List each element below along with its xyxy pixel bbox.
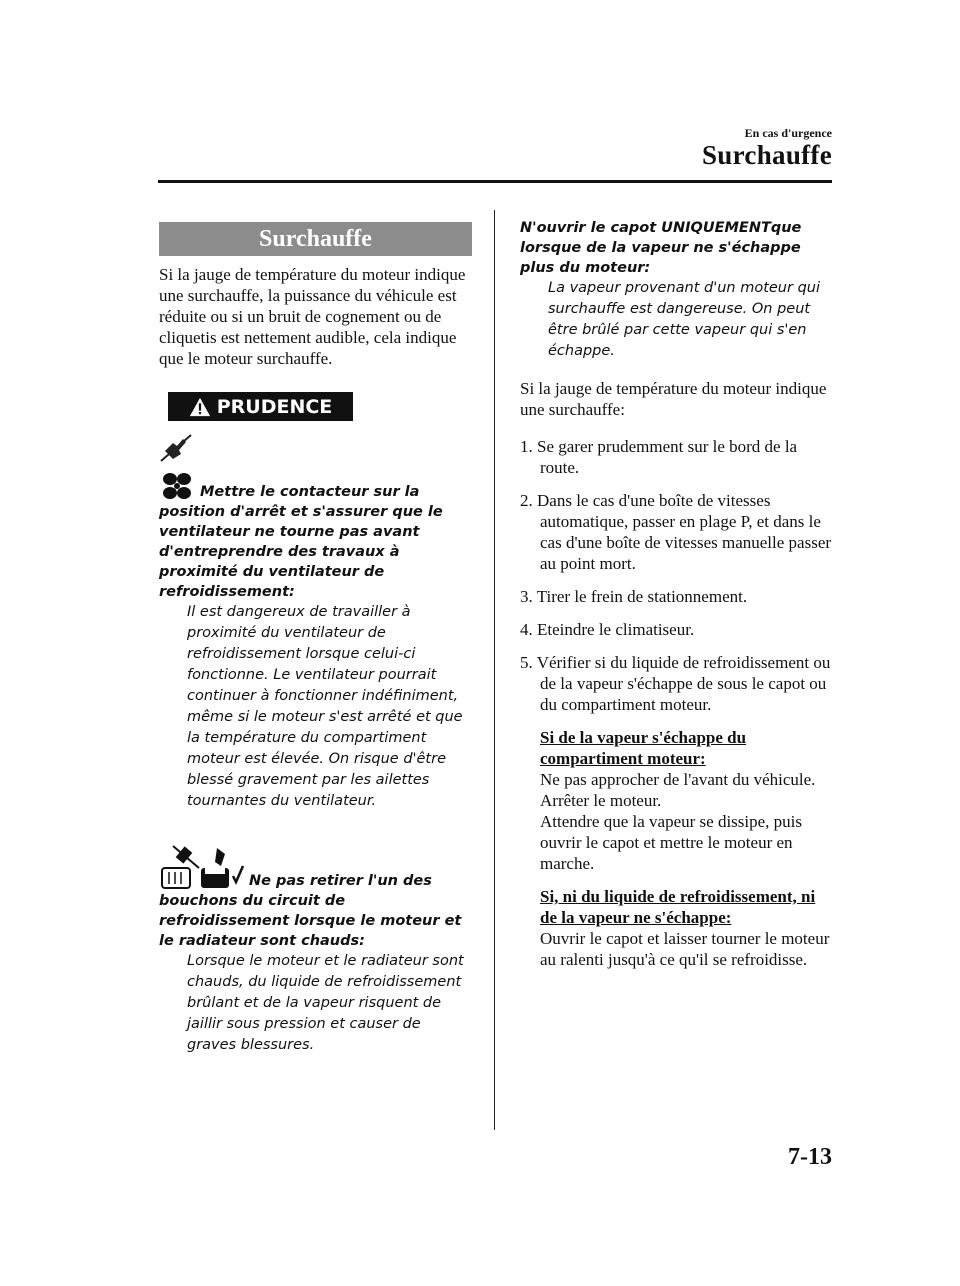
case1-head: Si de la vapeur s'échappe du compartiment moteur: bbox=[540, 728, 747, 768]
procedure-steps bbox=[520, 436, 835, 715]
step-item: 4. Eteindre le climatiseur. bbox=[520, 620, 695, 639]
warning3-body: La vapeur provenant d'un moteur qui surchauffe est dangereuse. On peut être brûlé par cette vapeur qui s'en échappe. bbox=[548, 280, 820, 359]
left-column bbox=[159, 222, 472, 1056]
step-item: 3. Tirer le frein de stationnement. bbox=[520, 587, 748, 606]
fan-icon bbox=[159, 470, 195, 502]
warning2-body: Lorsque le moteur et le radiateur sont chauds, du liquide de refroidissement brûlant et de la vapeur risquent de jaillir sous pression et causer de graves blessures. bbox=[187, 953, 464, 1053]
section-banner: Surchauffe bbox=[159, 222, 472, 256]
case2-body: Ouvrir le capot et laisser tourner le moteur au ralenti jusqu'à ce qu'il se refroidisse. bbox=[540, 929, 830, 969]
intro-paragraph: Si la jauge de température du moteur indique une surchauffe, la puissance du véhicule est réduite ou si un bruit de cognement ou de cliquetis est nettement audible, cela indique que le moteur surchauffe. bbox=[159, 265, 466, 368]
warning1-head: Mettre le contacteur sur la position d'arrêt et s'assurer que le ventilateur ne tourne pas avant d'entreprendre des travaux à proximité du ventilateur de refroidissement: bbox=[159, 484, 443, 600]
caution-banner bbox=[168, 392, 353, 421]
case-no-steam bbox=[540, 886, 835, 970]
warning-triangle-icon bbox=[189, 396, 211, 418]
warning-fan bbox=[159, 433, 472, 812]
column-divider bbox=[494, 210, 495, 1130]
case-steam bbox=[540, 727, 835, 874]
header-title: Surchauffe bbox=[701, 140, 832, 170]
step-item: 2. Dans le cas d'une boîte de vitesses automatique, passer en plage P, et dans le cas d'une boîte de vitesses manuelle passer au point mort. bbox=[520, 491, 832, 573]
case1-body2: Attendre que la vapeur se dissipe, puis ouvrir le capot et mettre le moteur en marche. bbox=[540, 812, 803, 873]
step-item: 5. Vérifier si du liquide de refroidissement ou de la vapeur s'échappe de sous le capot ou du compartiment moteur. bbox=[520, 653, 831, 714]
case1-body1: Ne pas approcher de l'avant du véhicule. Arrêter le moteur. bbox=[540, 770, 816, 810]
warning1-body: Il est dangereux de travailler à proximité du ventilateur de refroidissement lorsque celui-ci fonctionne. Le ventilateur pourrait continuer à fonctionner indéfiniment, même si le moteur s'est arrêté et que la température du compartiment moteur est élevée. On risque d'être blessé gravement par les ailettes tournantes du ventilateur. bbox=[187, 604, 463, 809]
right-column bbox=[520, 218, 835, 970]
radiator-cap-icon bbox=[159, 844, 245, 890]
header-section: En cas d'urgence bbox=[744, 126, 832, 140]
no-hand-icon bbox=[159, 433, 193, 463]
header-rule bbox=[158, 180, 832, 183]
warning3-head: N'ouvrir le capot UNIQUEMENTque lorsque de la vapeur ne s'échappe plus du moteur: bbox=[520, 220, 802, 276]
procedure-lead: Si la jauge de température du moteur indique une surchauffe: bbox=[520, 379, 827, 419]
warning2-head: Ne pas retirer l'un des bouchons du circuit de refroidissement lorsque le moteur et le radiateur sont chauds: bbox=[159, 873, 462, 949]
page-number: 7-13 bbox=[788, 1144, 832, 1170]
warning-radiator bbox=[159, 844, 472, 1056]
caution-label: PRUDENCE bbox=[216, 395, 333, 418]
step-item: 1. Se garer prudemment sur le bord de la route. bbox=[520, 437, 798, 477]
case2-head: Si, ni du liquide de refroidissement, ni de la vapeur ne s'échappe: bbox=[540, 887, 816, 927]
